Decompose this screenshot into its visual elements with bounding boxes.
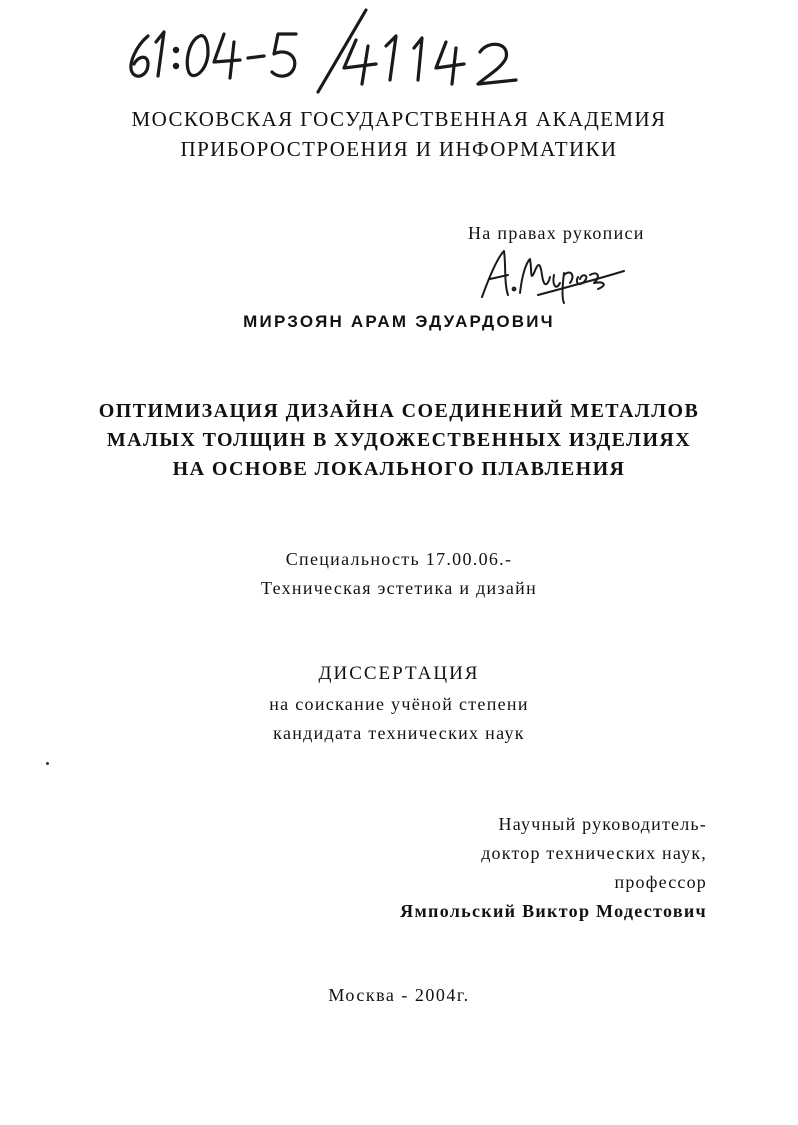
specialty-block xyxy=(0,545,798,603)
specialty-name: Техническая эстетика и дизайн xyxy=(260,578,538,598)
supervisor-degree: доктор технических наук, xyxy=(481,843,707,863)
organization-block xyxy=(0,104,798,164)
author-signature xyxy=(478,245,628,305)
supervisor-role: Научный руководитель- xyxy=(498,814,707,834)
title-line-2: МАЛЫХ ТОЛЩИН В ХУДОЖЕСТВЕННЫХ ИЗДЕЛИЯХ xyxy=(106,429,692,451)
degree-line-2: кандидата технических наук xyxy=(273,723,525,743)
organization-line-1: МОСКОВСКАЯ ГОСУДАРСТВЕННАЯ АКАДЕМИЯ xyxy=(131,107,667,131)
degree-block xyxy=(0,690,798,748)
handwritten-number-drawing xyxy=(118,6,538,96)
signature-drawing xyxy=(478,245,628,305)
handwritten-catalog-number xyxy=(118,6,538,96)
specialty-code: Специальность 17.00.06.- xyxy=(285,549,513,569)
city-year: Москва - 2004г. xyxy=(328,985,470,1005)
scan-speck xyxy=(46,762,49,765)
title-line-1: ОПТИМИЗАЦИЯ ДИЗАЙНА СОЕДИНЕНИЙ МЕТАЛЛОВ xyxy=(98,400,700,422)
supervisor-name: Ямпольский Виктор Модестович xyxy=(400,901,707,921)
rights-note: На правах рукописи xyxy=(468,223,645,243)
supervisor-rank: профессор xyxy=(614,872,707,892)
supervisor-block xyxy=(330,810,707,926)
dissertation-title xyxy=(0,397,798,484)
organization-line-2: ПРИБОРОСТРОЕНИЯ И ИНФОРМАТИКИ xyxy=(180,137,618,161)
degree-line-1: на соискание учёной степени xyxy=(269,694,529,714)
author-name: МИРЗОЯН АРАМ ЭДУАРДОВИЧ xyxy=(243,312,555,331)
title-line-3: НА ОСНОВЕ ЛОКАЛЬНОГО ПЛАВЛЕНИЯ xyxy=(172,458,626,480)
dissertation-heading: ДИССЕРТАЦИЯ xyxy=(318,663,480,684)
